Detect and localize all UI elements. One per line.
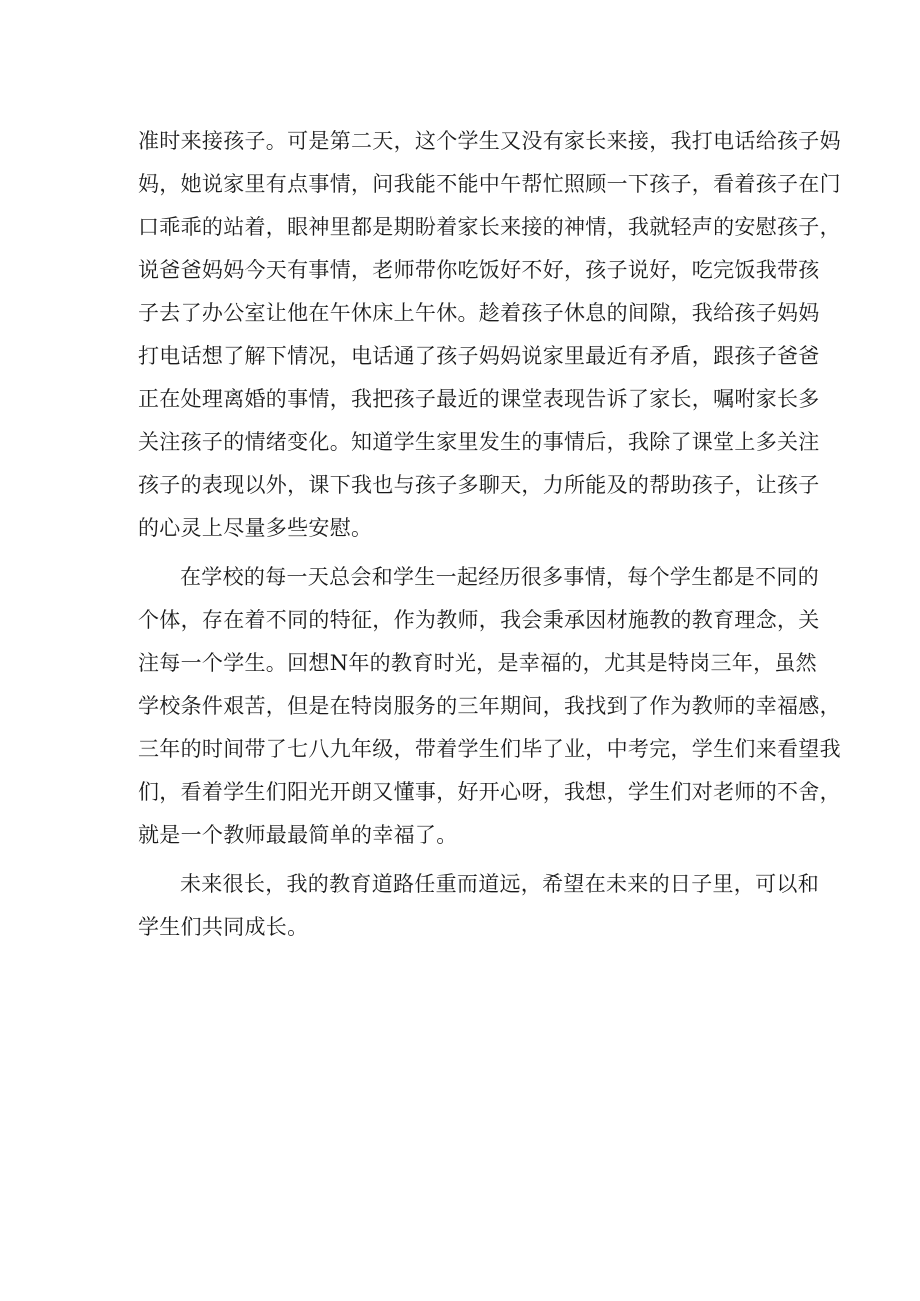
paragraph-3 (138, 863, 819, 949)
text-line: 注每一个学生。回想N年的教育时光，是幸福的，尤其是特岗三年，虽然 (138, 651, 817, 675)
paragraph-1 (138, 120, 841, 550)
text-line: 打电话想了解下情况，电话通了孩子妈妈说家里最近有矛盾，跟孩子爸爸 (138, 344, 820, 368)
text-line: 准时来接孩子。可是第二天，这个学生又没有家长来接，我打电话给孩子妈 (138, 129, 841, 153)
text-line: 学校条件艰苦，但是在特岗服务的三年期间，我找到了作为教师的幸福感， (138, 694, 841, 718)
text-line: 们，看着学生们阳光开朗又懂事，好开心呀，我想，学生们对老师的不舍， (138, 780, 841, 804)
text-line: 正在处理离婚的事情，我把孩子最近的课堂表现告诉了家长，嘱咐家长多 (138, 387, 820, 411)
text-line: 个体，存在着不同的特征，作为教师，我会秉承因材施教的教育理念，关 (138, 608, 820, 632)
text-line: 在学校的每一天总会和学生一起经历很多事情，每个学生都是不同的 (180, 565, 819, 589)
paragraph-2 (138, 556, 841, 857)
text-line: 三年的时间带了七八九年级，带着学生们毕了业，中考完，学生们来看望我 (138, 737, 841, 761)
text-line: 学生们共同成长。 (138, 915, 309, 939)
text-line: 说爸爸妈妈今天有事情，老师带你吃饭好不好，孩子说好，吃完饭我带孩 (138, 258, 820, 282)
text-line: 就是一个教师最最简单的幸福了。 (138, 823, 458, 847)
text-line: 妈，她说家里有点事情，问我能不能中午帮忙照顾一下孩子，看着孩子在门 (138, 172, 841, 196)
text-line: 孩子的表现以外，课下我也与孩子多聊天，力所能及的帮助孩子，让孩子 (138, 473, 820, 497)
text-line: 口乖乖的站着，眼神里都是期盼着家长来接的神情，我就轻声的安慰孩子， (138, 215, 841, 239)
text-line: 子去了办公室让他在午休床上午休。趁着孩子休息的间隙，我给孩子妈妈 (138, 301, 820, 325)
text-line: 关注孩子的情绪变化。知道学生家里发生的事情后，我除了课堂上多关注 (138, 430, 820, 454)
document-body (138, 120, 841, 949)
text-line: 的心灵上尽量多些安慰。 (138, 516, 373, 540)
text-line: 未来很长，我的教育道路任重而道远，希望在未来的日子里，可以和 (180, 872, 819, 896)
